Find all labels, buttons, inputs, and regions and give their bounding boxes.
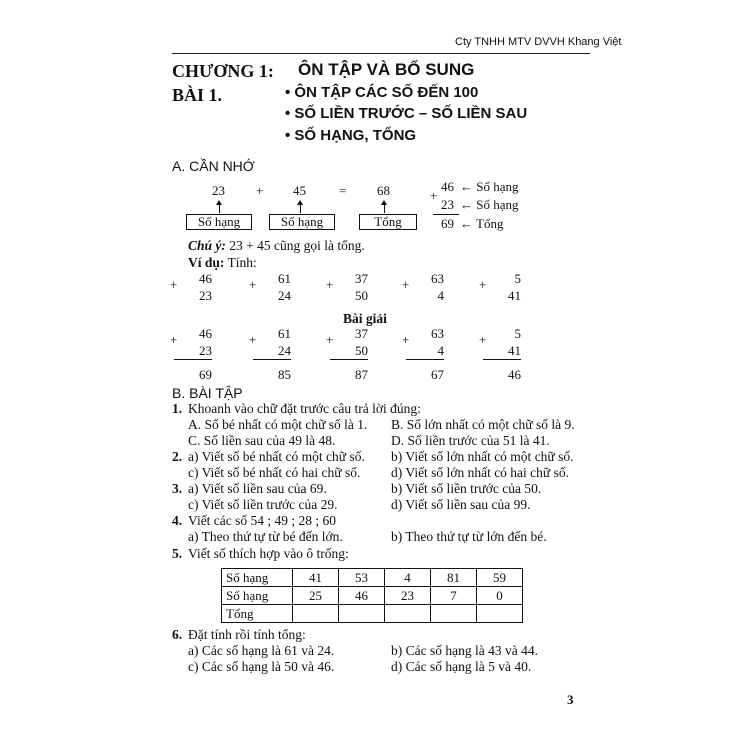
table-cell: Số hạng <box>222 587 293 605</box>
chapter-title: ÔN TẬP VÀ BỔ SUNG <box>298 60 475 79</box>
publisher-header: Cty TNHH MTV DVVH Khang Việt <box>455 36 622 48</box>
eq-term-2: 45 <box>293 183 306 198</box>
vertical-term-1: 46 <box>441 179 454 194</box>
arrow-up-icon <box>219 203 220 213</box>
table-cell: Số hạng <box>222 569 293 587</box>
solution-2: 61 + 24 85 <box>249 326 291 382</box>
table-cell: 7 <box>431 587 477 605</box>
q6-num: 6. <box>172 627 183 642</box>
vertical-sum-line <box>433 214 459 215</box>
label-box-sum: Tổng <box>359 214 417 230</box>
header-rule <box>172 53 590 54</box>
q1-option-d: D. Số liền trước của 51 là 41. <box>391 433 550 448</box>
solution-4: 63 + 4 67 <box>402 326 444 382</box>
eq-plus: + <box>256 183 264 198</box>
page-number: 3 <box>567 692 574 707</box>
vertical-term-2: 23 <box>441 197 454 212</box>
q4-a: a) Theo thứ tự từ bé đến lớn. <box>188 529 343 544</box>
q2-num: 2. <box>172 449 183 464</box>
solution-1: 46 + 23 69 <box>170 326 212 382</box>
table-cell: 81 <box>431 569 477 587</box>
chapter-label: CHƯƠNG 1: <box>172 61 274 81</box>
problem-3: 37 + 50 <box>326 271 368 303</box>
solution-5: 5 + 41 46 <box>479 326 521 382</box>
q2-c: c) Viết số bé nhất có hai chữ số. <box>188 465 361 480</box>
table-cell: 23 <box>385 587 431 605</box>
example: Ví dụ: Tính: <box>188 255 257 270</box>
problem-4: 63 + 4 <box>402 271 444 303</box>
eq-sum: 68 <box>377 183 390 198</box>
eq-equals: = <box>339 183 347 198</box>
problem-1: 46 + 23 <box>170 271 212 303</box>
table-row <box>222 587 523 605</box>
table-cell-blank[interactable] <box>385 605 431 623</box>
q5-num: 5. <box>172 546 183 561</box>
q6-b: b) Các số hạng là 43 và 44. <box>391 643 538 658</box>
topic-3: • SỐ HẠNG, TỔNG <box>285 127 417 144</box>
topic-2: • SỐ LIỀN TRƯỚC – SỐ LIỀN SAU <box>285 105 528 122</box>
q1-option-b: B. Số lớn nhất có một chữ số là 9. <box>391 417 575 432</box>
q1-num: 1. <box>172 401 183 416</box>
vertical-plus: + <box>430 188 438 203</box>
problem-2: 61 + 24 <box>249 271 291 303</box>
q5-table <box>221 568 523 623</box>
q3-a: a) Viết số liền sau của 69. <box>188 481 327 496</box>
q6-text: Đặt tính rồi tính tổng: <box>188 627 306 642</box>
label-box-addend-1: Số hạng <box>186 214 252 230</box>
arrow-up-icon <box>300 203 301 213</box>
table-cell-blank[interactable] <box>293 605 339 623</box>
q6-c: c) Các số hạng là 50 và 46. <box>188 659 335 674</box>
table-row <box>222 569 523 587</box>
section-b-title: B. BÀI TẬP <box>172 385 243 401</box>
q2-b: b) Viết số lớn nhất có một chữ số. <box>391 449 574 464</box>
q6-d: d) Các số hạng là 5 và 40. <box>391 659 532 674</box>
q1-option-a: A. Số bé nhất có một chữ số là 1. <box>188 417 368 432</box>
table-row <box>222 605 523 623</box>
table-cell: 53 <box>339 569 385 587</box>
problem-5: 5 + 41 <box>479 271 521 303</box>
eq-term-1: 23 <box>212 183 225 198</box>
table-cell-blank[interactable] <box>339 605 385 623</box>
table-cell: 0 <box>477 587 523 605</box>
q1-text: Khoanh vào chữ đặt trước câu trả lời đúng: <box>188 401 421 416</box>
table-cell: 41 <box>293 569 339 587</box>
table-cell: 59 <box>477 569 523 587</box>
vertical-sum: 69 <box>441 216 454 231</box>
q2-d: d) Viết số lớn nhất có hai chữ số. <box>391 465 569 480</box>
table-cell: 25 <box>293 587 339 605</box>
table-cell-blank[interactable] <box>477 605 523 623</box>
q3-b: b) Viết số liền trước của 50. <box>391 481 542 496</box>
q3-c: c) Viết số liền trước của 29. <box>188 497 338 512</box>
vertical-label-1: ← Số hạng <box>460 179 519 194</box>
section-a-title: A. CẦN NHỚ <box>172 158 255 174</box>
table-cell: Tổng <box>222 605 293 623</box>
solution-title: Bài giải <box>343 311 387 326</box>
arrow-up-icon <box>384 203 385 213</box>
topic-1: • ÔN TẬP CÁC SỐ ĐẾN 100 <box>285 84 479 101</box>
table-cell: 4 <box>385 569 431 587</box>
q5-text: Viết số thích hợp vào ô trống: <box>188 546 349 561</box>
q4-text: Viết các số 54 ; 49 ; 28 ; 60 <box>188 513 337 528</box>
vertical-label-sum: ← Tổng <box>460 216 504 231</box>
q2-a: a) Viết số bé nhất có một chữ số. <box>188 449 365 464</box>
note: Chú ý: 23 + 45 cũng gọi là tổng. <box>188 238 365 253</box>
q4-num: 4. <box>172 513 183 528</box>
q6-a: a) Các số hạng là 61 và 24. <box>188 643 335 658</box>
table-cell: 46 <box>339 587 385 605</box>
q1-option-c: C. Số liền sau của 49 là 48. <box>188 433 336 448</box>
lesson-label: BÀI 1. <box>172 85 223 105</box>
table-cell-blank[interactable] <box>431 605 477 623</box>
solution-3: 37 + 50 87 <box>326 326 368 382</box>
label-box-addend-2: Số hạng <box>269 214 335 230</box>
q3-num: 3. <box>172 481 183 496</box>
q4-b: b) Theo thứ tự từ lớn đến bé. <box>391 529 547 544</box>
vertical-label-2: ← Số hạng <box>460 197 519 212</box>
q3-d: d) Viết số liền sau của 99. <box>391 497 531 512</box>
